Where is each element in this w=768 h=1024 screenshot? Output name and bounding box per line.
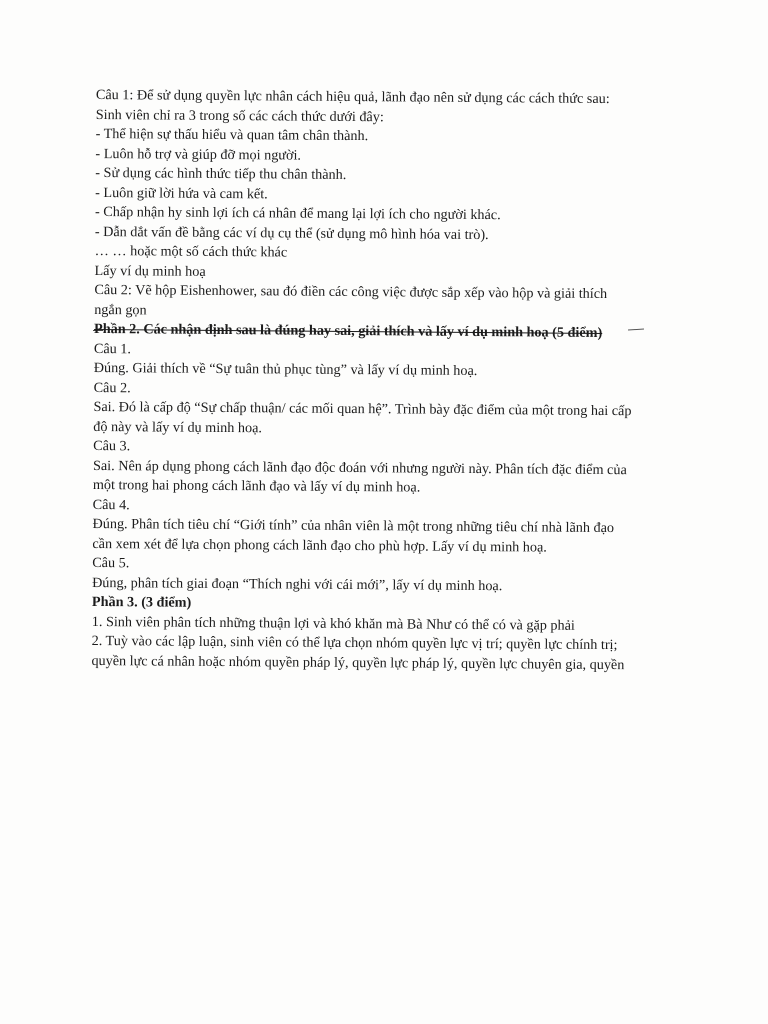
question-label: Câu 5.: [92, 554, 130, 572]
section-2-heading: Phần 2. Các nhận định sau là đúng hay sai, giải thích và lấy ví dụ minh hoạ (5 điểm): [94, 320, 603, 341]
question-1-heading: Câu 1: Để sử dụng quyền lực nhân cách hiệu quả, lãnh đạo nên sử dụng các cách thức sau:: [95, 86, 610, 108]
text-line: ngắn gọn: [94, 301, 147, 318]
list-item: - Luôn hỗ trợ và giúp đỡ mọi người.: [95, 145, 302, 164]
text-line: … … hoặc một số cách thức khác: [94, 242, 288, 261]
list-item: - Sử dụng các hình thức tiếp thu chân thành.: [95, 164, 347, 183]
list-item: - Luôn giữ lời hứa và cam kết.: [95, 184, 268, 202]
answer-line: Đúng. Giải thích về “Sự tuân thủ phục tùng” và lấy ví dụ minh hoạ.: [93, 359, 478, 380]
answer-line: Sai. Đó là cấp độ “Sự chấp thuận/ các mối quan hệ”. Trình bày đặc điểm của một trong hai cấp: [93, 398, 632, 420]
list-item: - Thể hiện sự thấu hiểu và quan tâm chân thành.: [95, 125, 369, 145]
answer-line: Sai. Nên áp dụng phong cách lãnh đạo độc đoán với nhưng người này. Phân tích đặc điểm của: [92, 457, 627, 478]
answer-line: quyền lực cá nhân hoặc nhóm quyền pháp lý, quyền lực pháp lý, quyền lực chuyên gia, quyền: [91, 652, 625, 673]
question-label: Câu 3.: [93, 437, 131, 455]
section-3-heading: Phần 3. (3 điểm): [91, 593, 192, 611]
instruction-line: Sinh viên chỉ ra 3 trong số các cách thức dưới đây:: [95, 106, 384, 125]
list-item: - Dẫn dắt vấn đề bằng các ví dụ cụ thể (sử dụng mô hình hóa vai trò).: [94, 223, 489, 243]
question-2-heading: Câu 2: Vẽ hộp Eishenhower, sau đó điền các công việc được sắp xếp vào hộp và giải thích: [94, 281, 608, 303]
answer-line: độ này và lấy ví dụ minh hoạ.: [93, 418, 263, 436]
list-item: - Chấp nhận hy sinh lợi ích cá nhân để mang lại lợi ích cho người khác.: [94, 203, 501, 224]
question-label: Câu 2.: [93, 379, 131, 396]
answer-line: cần xem xét để lựa chọn phong cách lãnh đạo cho phù hợp. Lấy ví dụ minh hoạ.: [92, 535, 547, 556]
answer-line: 2. Tuỳ vào các lập luận, sinh viên có thể lựa chọn nhóm quyền lực vị trí; quyền lực chính trị;: [91, 632, 618, 654]
answer-line: Đúng, phân tích giai đoạn “Thích nghi với cái mới”, lấy ví dụ minh hoạ.: [92, 574, 503, 594]
question-label: Câu 1.: [93, 340, 132, 357]
answer-line: một trong hai phong cách lãnh đạo và lấy ví dụ minh hoạ.: [92, 476, 421, 496]
answer-line: Đúng. Phân tích tiêu chí “Giới tính” của nhân viên là một trong những tiêu chí nhà lãnh đạo: [92, 515, 615, 537]
question-label: Câu 4.: [92, 496, 130, 513]
answer-line: 1. Sinh viên phân tích những thuận lợi và khó khăn mà Bà Như có thể có và gặp phải: [91, 613, 575, 634]
document-body: [91, 86, 656, 675]
text-line: Lấy ví dụ minh hoạ: [94, 262, 206, 280]
